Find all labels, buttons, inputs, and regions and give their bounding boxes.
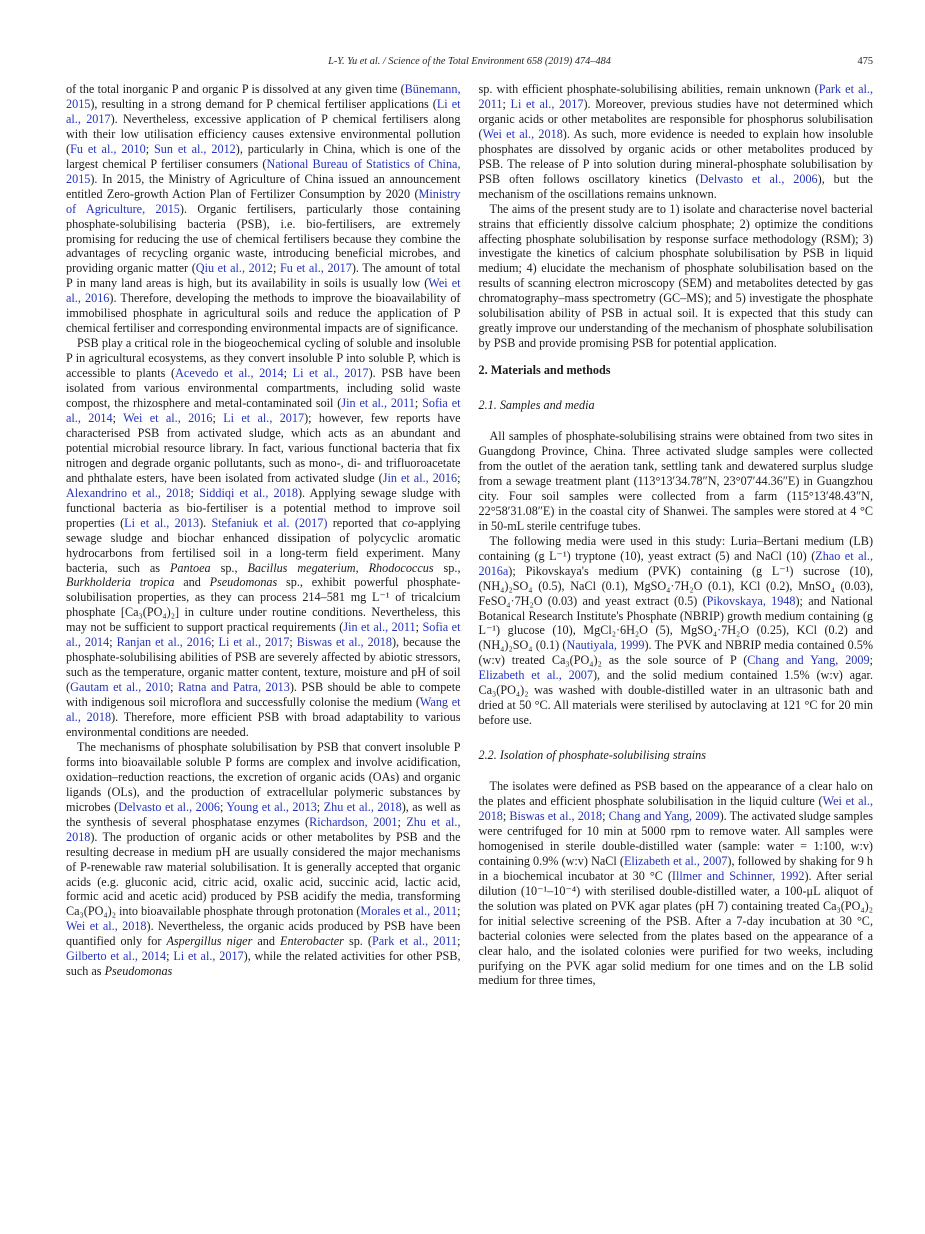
citation-link[interactable]: Elizabeth et al., 2007 <box>478 668 593 683</box>
citation-link[interactable]: Biswas et al., 2018 <box>296 635 392 650</box>
citation-link[interactable]: Qiu et al., 2012 <box>195 261 273 276</box>
citation-link[interactable]: Nautiyala, 1999 <box>566 638 645 653</box>
italic-text: co <box>402 515 414 530</box>
citation-link[interactable]: Li et al., 2017 <box>223 410 305 425</box>
running-title: L-Y. Yu et al. / Science of the Total Environment 658 (2019) 474–484 <box>328 56 611 67</box>
running-header <box>66 56 873 70</box>
italic-text: Pseudomonas <box>209 575 278 590</box>
right-column <box>479 82 874 988</box>
paragraph: The following media were used in this study: Luria–Bertani medium (LB) containing (g L⁻¹) tryptone (10), yeast extract (5) and NaCl (10) (Zhao et al., 2016a); Pikovskaya's medium (PVK) containing (g L⁻¹) sucrose (10), (NH₄)₂SO₄ (0.5), NaCl (0.1), MgSO₄·7H₂O (0.1), KCl (0.2), MnSO₄ (0.03), FeSO₄·7H₂O (0.03) and yeast extract (0.5) (Pikovskaya, 1948); and National Botanical Research Institute's Phosphate (NBRIP) growth medium containing (g L⁻¹) glucose (10), MgCl₂·6H₂O (5), MgSO₄·7H₂O (0.25), KCl (0.2) and (NH₄)₂SO₄ (0.1) (Nautiyala, 1999). The PVK and NBRIP media contained 0.5% (w:v) treated Ca₃(PO₄)₂ as the sole source of P (Chang and Yang, 2009; Elizabeth et al., 2007), and the solid medium contained 1.5% (w:v) agar. Ca₃(PO₄)₂ was washed with double-distilled water in an ultrasonic bath and dried at 50 °C. All materials were sterilised by autoclaving at 121 °C for 20 min before use. <box>478 533 873 728</box>
paragraph: All samples of phosphate-solubilising strains were obtained from two sites in Guangdong Province, China. Three activated sludge samples were collected from the outlet of the aeration tank, settling tank and dewatered surplus sludge from a sewage treatment plant (113°13′34.78″N, 23°07′44.36″E) in Guangzhou city. Four soil samples were collected from a farm (115°13′48.43″N, 22°58′31.08″E) in the coastal city of Shanwei. The samples were stored at 4 °C in 50-mL sterile centrifuge tubes. <box>478 429 873 533</box>
citation-link[interactable]: Sofia et al., 2014 <box>66 620 461 650</box>
citation-link[interactable]: Gilberto et al., 2014 <box>66 949 167 964</box>
citation-link[interactable]: Siddiqi et al., 2018 <box>199 485 298 500</box>
subsection-heading: 2.2. Isolation of phosphate-solubilising strains <box>478 748 707 763</box>
citation-link[interactable]: Zhu et al., 2018 <box>66 814 461 844</box>
citation-link[interactable]: Wei et al., 2018 <box>66 919 147 934</box>
citation-link[interactable]: Alexandrino et al., 2018 <box>66 485 191 500</box>
citation-link[interactable]: Acevedo et al., 2014 <box>175 366 284 381</box>
subsection-heading: 2.1. Samples and media <box>478 398 595 413</box>
citation-link[interactable]: Wei et al., 2018 <box>478 794 873 823</box>
paragraph: The aims of the present study are to 1) isolate and characterise novel bacterial strains that efficiently dissolve calcium phosphate; 2) optimize the conditions affecting phosphate solubilisation by response surface methodology (RSM); 3) investigate the kinetics of calcium phosphate solubilisation by PSB in liquid medium; 4) elucidate the mechanism of phosphate solubilisation based on the results of scanning electron microscopy (SEM) and metabolites detected by gas chromatography–mass spectrometry (GC–MS); and 5) investigate the phosphate solubilisation ability of PSB in actual soil. It is expected that this study can greatly improve our understanding of the mechanism of phosphate solubilisation by PSB and provide promising PSB for potential application. <box>478 201 873 351</box>
citation-link[interactable]: Jin et al., 2016 <box>382 470 458 485</box>
citation-link[interactable]: Li et al., 2017 <box>292 366 369 381</box>
citation-link[interactable]: Stefaniuk et al. (2017) <box>211 515 328 530</box>
italic-text: Pseudomonas <box>104 964 173 979</box>
citation-link[interactable]: Park et al., 2011 <box>478 82 873 111</box>
italic-text: Aspergillus niger <box>166 934 253 949</box>
italic-text: Rhodococcus <box>368 560 434 575</box>
citation-link[interactable]: Fu et al., 2017 <box>280 261 352 276</box>
paragraph: of the total inorganic P and organic P is dissolved at any given time (Bünemann, 2015), resulting in a strong demand for P chemical fertiliser applications (Li et al., 2017). Nevertheless, excessive application of P chemical fertilisers along with their low utilisation efficiency causes extensive environmental pollution (Fu et al., 2010; Sun et al., 2012), particularly in China, which is one of the largest chemical P fertiliser consumers (National Bureau of Statistics of China, 2015). In 2015, the Ministry of Agriculture of China issued an announcement entitled Zero-growth Action Plan of Fertilizer Consumption by 2020 (Ministry of Agriculture, 2015). Organic fertilisers, particularly those containing phosphate-solubilising bacteria (PSB), i.e. bio-fertilisers, are extremely promising for reducing the use of chemical fertilisers because they combine the advantages of recycling organic waste, introducing beneficial microbes, and providing organic matter (Qiu et al., 2012; Fu et al., 2017). The amount of total P in many land areas is high, but its availability in soils is usually low (Wei et al., 2016). Therefore, developing the methods to improve the bioavailability of immobilised phosphate in agricultural soils and reduce the application of P chemical fertiliser and corresponding environmental impacts are of significance. <box>66 82 461 336</box>
citation-link[interactable]: Young et al., 2013 <box>226 799 317 814</box>
citation-link[interactable]: Chang and Yang, 2009 <box>747 653 870 668</box>
paragraph: The isolates were defined as PSB based on the appearance of a clear halo on the plates and efficient phosphate solubilisation in the liquid culture (Wei et al., 2018; Biswas et al., 2018; Chang and Yang, 2009). The activated sludge samples were centrifuged for 10 min at 5000 rpm to remove water. All samples were homogenised in sterile double-distilled water (sample: water = 1:100, w:v) containing 0.9% (w:v) NaCl (Elizabeth et al., 2007), followed by shaking for 9 h in a biochemical incubator at 30 °C (Illmer and Schinner, 1992). After serial dilution (10⁻¹–10⁻⁴) with sterilised double-distilled water, a 100-μL aliquot of the solution was plated on PVK agar plates (pH 7) containing treated Ca₃(PO₄)₂ for initial selective screening of the PSB. After a 7-day incubation at 30 °C, bacterial colonies were selected from the plates based on the appearance of a clear halo, and the isolated colonies were purified for two weeks, including purifying on the PVK agar solid medium for one times and on the LB solid medium for three times, <box>478 779 874 988</box>
citation-link[interactable]: Sun et al., 2012 <box>154 141 236 156</box>
two-column-body <box>66 82 873 988</box>
citation-link[interactable]: National Bureau of Statistics of China, 2015 <box>66 156 461 186</box>
paragraph: sp. with efficient phosphate-solubilising abilities, remain unknown (Park et al., 2011; Li et al., 2017). Moreover, previous studies have not determined which organic acids or other metabolites are responsible for phosphorus solubilisation (Wei et al., 2018). As such, more evidence is needed to explain how insoluble phosphates are dissolved by organic acids or other metabolites produced by PSB. The release of P into solution during mineral-phosphate solubilisation by PSB often follows oscillatory kinetics (Delvasto et al., 2006), but the mechanism of the oscillations remains unknown. <box>478 82 873 201</box>
paragraph: PSB play a critical role in the biogeochemical cycling of soluble and insoluble P in agricultural ecosystems, as they convert insoluble P into soluble P, which is accessible to plants (Acevedo et al., 2014; Li et al., 2017). PSB have been isolated from various environmental compartments, including solid waste compost, the rhizosphere and metal-contaminated soil (Jin et al., 2011; Sofia et al., 2014; Wei et al., 2016; Li et al., 2017); however, few reports have characterised PSB from activated sludge, which acts as an abundant and potential microbial resource library. In fact, various functional bacteria that fix nitrogen and degrade organic pollutants, such as mono-, di- and trifluoroacetate and phthalate esters, have been isolated from activated sludge (Jin et al., 2016; Alexandrino et al., 2018; Siddiqi et al., 2018). Applying sewage sludge with functional bacteria as bio-fertiliser is a potential method to improve soil properties (Li et al., 2013). Stefaniuk et al. (2017) reported that co-applying sewage sludge and biochar enhanced dissipation of polycyclic aromatic hydrocarbons from fertilised soil in a long-term field experiment. Many bacteria, such as Pantoea sp., Bacillus megaterium, Rhodococcus sp., Burkholderia tropica and Pseudomonas sp., exhibit powerful phosphate-solubilisation properties, as they can process 214–581 mg L⁻¹ of tricalcium phosphate [Ca₃(PO₄)₂] in culture under routine conditions. Nevertheless, this may not be sufficient to support practical requirements (Jin et al., 2011; Sofia et al., 2014; Ranjan et al., 2016; Li et al., 2017; Biswas et al., 2018), because the phosphate-solubilising abilities of PSB are severely affected by abiotic stressors, such as the temperature, organic matter content, texture, moisture and pH of soil (Gautam et al., 2010; Ratna and Patra, 2013). PSB should be able to compete with indigenous soil microflora and successfully colonise the medium (Wang et al., 2018). Therefore, more efficient PSB with broad adaptability to various environmental conditions are needed. <box>66 336 461 739</box>
citation-link[interactable]: Li et al., 2017 <box>510 96 584 111</box>
citation-link[interactable]: Gautam et al., 2010 <box>70 680 171 695</box>
citation-link[interactable]: Pikovskaya, 1948 <box>706 593 796 608</box>
citation-link[interactable]: Wei et al., 2016 <box>66 276 461 306</box>
citation-link[interactable]: Ministry of Agriculture, 2015 <box>66 186 461 216</box>
citation-link[interactable]: Wei et al., 2016 <box>123 410 213 425</box>
citation-link[interactable]: Illmer and Schinner, 1992 <box>671 868 805 883</box>
citation-link[interactable]: Bünemann, 2015 <box>66 82 461 111</box>
citation-link[interactable]: Zhao et al., 2016a <box>478 548 873 578</box>
page-number: 475 <box>857 56 873 67</box>
italic-text: Enterobacter <box>280 934 344 949</box>
left-column <box>66 82 461 988</box>
citation-link[interactable]: Fu et al., 2010 <box>70 141 146 156</box>
citation-link[interactable]: Li et al., 2013 <box>124 515 200 530</box>
citation-link[interactable]: Jin et al., 2011 <box>343 620 416 635</box>
citation-link[interactable]: Li et al., 2017 <box>173 949 244 964</box>
italic-text: Bacillus megaterium <box>247 560 356 575</box>
citation-link[interactable]: Morales et al., 2011 <box>360 904 458 919</box>
citation-link[interactable]: Sofia et al., 2014 <box>66 396 461 425</box>
citation-link[interactable]: Delvasto et al., 2006 <box>699 171 818 186</box>
citation-link[interactable]: Wei et al., 2018 <box>482 126 563 141</box>
citation-link[interactable]: Park et al., 2011 <box>371 934 458 949</box>
citation-link[interactable]: Chang and Yang, 2009 <box>608 808 720 823</box>
citation-link[interactable]: Li et al., 2017 <box>66 96 461 126</box>
paragraph: The mechanisms of phosphate solubilisation by PSB that convert insoluble P forms into bioavailable soluble P forms are complex and involve acidification, oxidation–reduction reactions, the excretion of organic acids (OAs) and organic ligands (OLs), and the production of extracellular polymeric substances by microbes (Delvasto et al., 2006; Young et al., 2013; Zhu et al., 2018), as well as the synthesis of several phosphatase enzymes (Richardson, 2001; Zhu et al., 2018). The production of organic acids or other metabolites by PSB and the resulting decrease in medium pH are usually considered the major mechanisms of P-renewable raw material solubilisation. It is generally accepted that organic acids (e.g. gluconic acid, citric acid, oxalic acid, succinic acid, lactic acid, formic acid and acetic acid) produced by PSB acidify the media, transforming Ca₃(PO₄)₂ into bioavailable phosphate through protonation (Morales et al., 2011; Wei et al., 2018). Nevertheless, the organic acids produced by PSB have been quantified only for Aspergillus niger and Enterobacter sp. (Park et al., 2011; Gilberto et al., 2014; Li et al., 2017), while the related activities for other PSB, such as Pseudomonas <box>66 739 461 979</box>
citation-link[interactable]: Delvasto et al., 2006 <box>118 799 220 814</box>
italic-text: Burkholderia tropica <box>66 575 175 590</box>
citation-link[interactable]: Ranjan et al., 2016 <box>116 635 212 650</box>
italic-text: Pantoea <box>169 560 211 575</box>
citation-link[interactable]: Zhu et al., 2018 <box>323 799 402 814</box>
citation-link[interactable]: Richardson, 2001 <box>309 814 398 829</box>
citation-link[interactable]: Biswas et al., 2018 <box>509 808 603 823</box>
section-heading: 2. Materials and methods <box>478 363 611 378</box>
citation-link[interactable]: Elizabeth et al., 2007 <box>623 853 728 868</box>
citation-link[interactable]: Ratna and Patra, 2013 <box>177 680 290 695</box>
citation-link[interactable]: Li et al., 2017 <box>218 635 290 650</box>
citation-link[interactable]: Wang et al., 2018 <box>66 695 461 725</box>
citation-link[interactable]: Jin et al., 2011 <box>341 396 415 411</box>
